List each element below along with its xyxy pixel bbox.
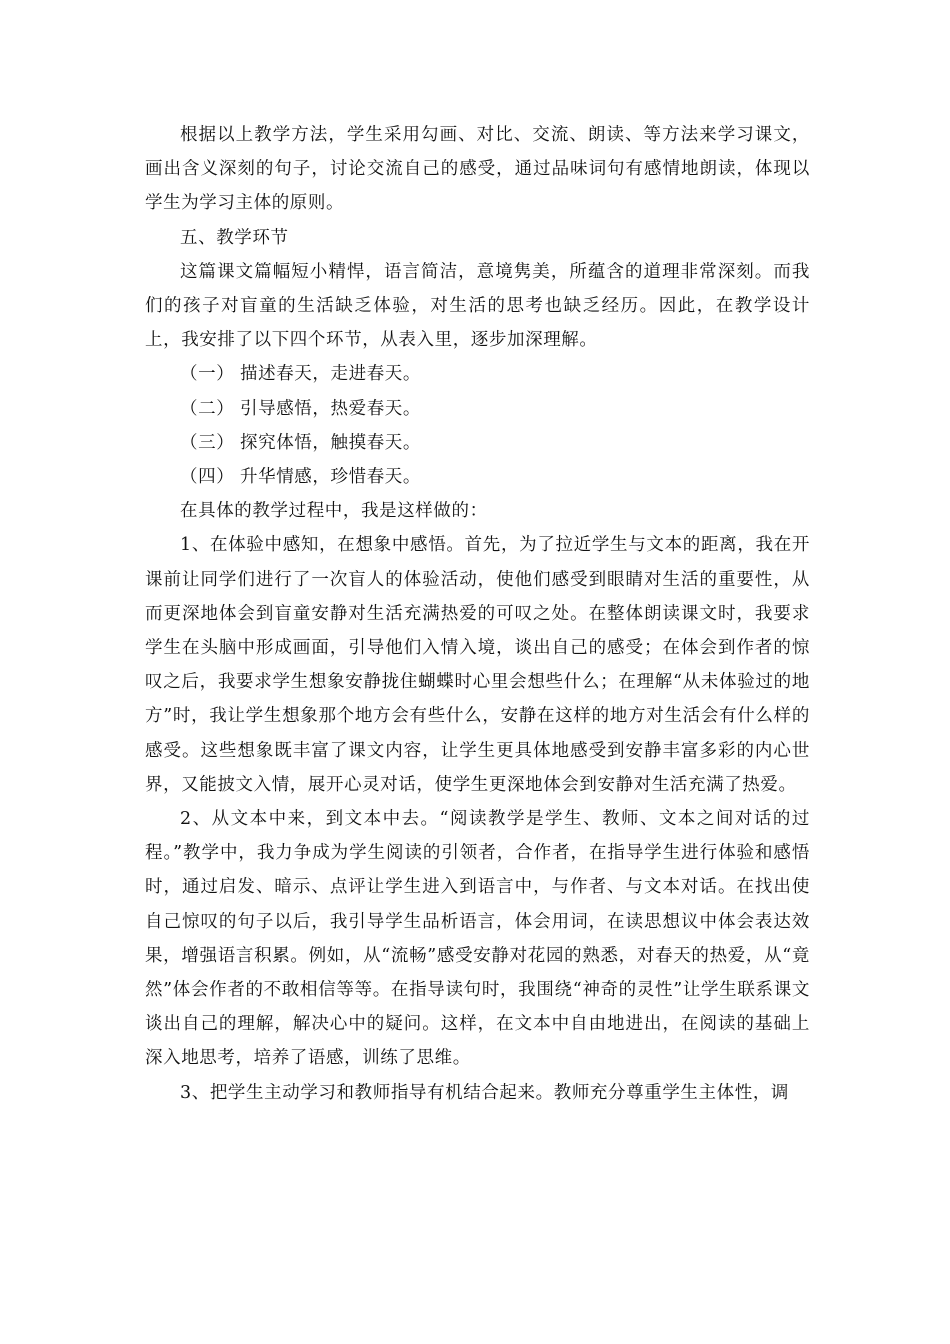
step-number: （二） xyxy=(180,398,235,419)
step-text: 描述春天，走进春天。 xyxy=(240,364,421,385)
section-heading-teaching-steps: 五、教学环节 xyxy=(180,227,289,248)
paragraph-teaching-method: 根据以上教学方法，学生采用勾画、对比、交流、朗读、等方法来学习课文，画出含义深刻的句子，讨论交流自己的感受，通过品味词句有感情地朗读，体现以学生为学习主体的原则。 xyxy=(145,125,810,214)
paragraph-point-3: 3、把学生主动学习和教师指导有机结合起来。教师充分尊重学生主体性，调 xyxy=(180,1082,790,1103)
step-item-3 xyxy=(145,426,810,460)
step-text: 升华情感，珍惜春天。 xyxy=(240,467,421,488)
paragraph-point-1: 1、在体验中感知，在想象中感悟。首先，为了拉近学生与文本的距离，我在开课前让同学们进行了一次盲人的体验活动，使他们感受到眼睛对生活的重要性，从而更深地体会到盲童安静对生活充满热爱的可叹之处。在整体朗读课文时，我要求学生在头脑中形成画面，引导他们入情入境，谈出自己的感受；在体会到作者的惊叹之后，我要求学生想象安静拢住蝴蝶时心里会想些什么；在理解“从未体验过的地方”时，我让学生想象那个地方会有些什么，安静在这样的地方对生活会有什么样的感受。这些想象既丰富了课文内容，让学生更具体地感受到安静丰富多彩的内心世界，又能披文入情，展开心灵对话，使学生更深地体会到安静对生活充满了热爱。 xyxy=(145,535,810,795)
paragraph-point-2: 2、从文本中来，到文本中去。“阅读教学是学生、教师、文本之间对话的过程。”教学中，我力争成为学生阅读的引领者，合作者，在指导学生进行体验和感悟时，通过启发、暗示、点评让学生进入到语言中，与作者、与文本对话。在找出使自己惊叹的句子以后，我引导学生品析语言，体会用词，在读思想议中体会表达效果，增强语言积累。例如，从“流畅”感受安静对花园的熟悉，对春天的热爱，从“竟然”体会作者的不敢相信等等。在指导读句时，我围绕“神奇的灵性”让学生联系课文谈出自己的理解，解决心中的疑问。这样，在文本中自由地进出，在阅读的基础上深入地思考，培养了语感，训练了思维。 xyxy=(145,809,810,1069)
step-text: 引导感悟，热爱春天。 xyxy=(240,398,421,419)
paragraph-process-intro: 在具体的教学过程中，我是这样做的： xyxy=(180,501,488,522)
step-item-4 xyxy=(145,460,810,494)
paragraph-overview: 这篇课文篇幅短小精悍，语言简洁，意境隽美，所蕴含的道理非常深刻。而我们的孩子对盲童的生活缺乏体验，对生活的思考也缺乏经历。因此，在教学设计上，我安排了以下四个环节，从表入里，逐步加深理解。 xyxy=(145,261,810,351)
step-item-1 xyxy=(145,357,810,391)
step-item-2 xyxy=(145,392,810,426)
step-text: 探究体悟，触摸春天。 xyxy=(240,432,421,453)
step-number: （四） xyxy=(180,467,235,488)
step-number: （三） xyxy=(180,432,235,453)
document-page xyxy=(145,118,810,1110)
step-number: （一） xyxy=(180,364,235,385)
